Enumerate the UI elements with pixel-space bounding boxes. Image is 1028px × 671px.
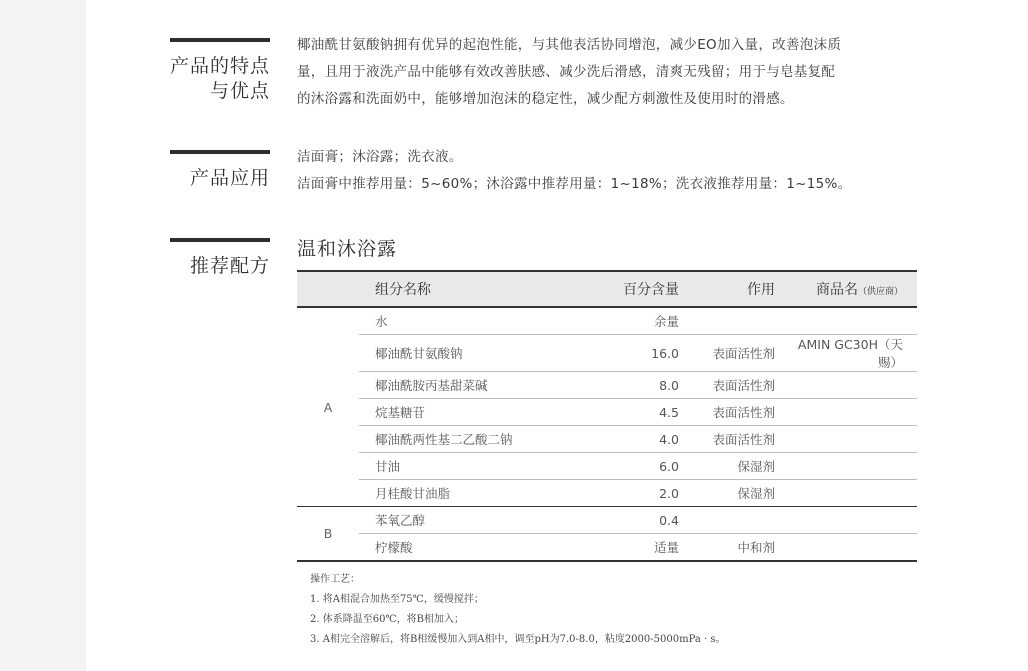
ingredient-function: 表面活性剂: [685, 372, 781, 399]
header-brand-label: 商品名: [815, 282, 858, 298]
features-paragraph: [297, 32, 937, 113]
table-row: [297, 534, 917, 562]
header-function: 作用: [685, 271, 781, 307]
section-divider-application: [170, 150, 270, 154]
ingredient-percent: 6.0: [581, 453, 685, 480]
section-title-features: [146, 54, 270, 104]
ingredient-function: 保湿剂: [685, 480, 781, 507]
table-row: [297, 507, 917, 534]
features-line: 的沐浴露和洗面奶中，能够增加泡沫的稳定性，减少配方刺激性及使用时的滑感。: [297, 91, 794, 107]
ingredient-brand: AMIN GC30H（天赐）: [781, 335, 917, 372]
table-row: [297, 480, 917, 507]
header-supplier-label: （供应商）: [857, 287, 903, 297]
ingredient-function: 表面活性剂: [685, 399, 781, 426]
application-line: 洁面膏中推荐用量：5~60%；沐浴露中推荐用量：1~18%；洗衣液推荐用量：1~15%。: [297, 176, 852, 192]
ingredient-percent: 4.5: [581, 399, 685, 426]
ingredient-name: 椰油酰胺丙基甜菜碱: [359, 372, 581, 399]
ingredient-function: [685, 307, 781, 335]
table-row: [297, 426, 917, 453]
features-line: 量，且用于液洗产品中能够有效改善肤感、减少洗后滑感，清爽无残留；用于与皂基复配: [297, 64, 836, 80]
ingredient-percent: 适量: [581, 534, 685, 562]
ingredient-percent: 0.4: [581, 507, 685, 534]
ingredient-name: 水: [359, 307, 581, 335]
header-phase: [297, 271, 359, 307]
ingredient-name: 月桂酸甘油脂: [359, 480, 581, 507]
ingredient-function: 中和剂: [685, 534, 781, 562]
process-step: 3. A相完全溶解后，将B相缓慢加入到A相中，调至pH为7.0-8.0，粘度2000-5000mPa · s。: [310, 634, 726, 645]
phase-a-label: A: [297, 307, 359, 507]
section-title-recipe: 推荐配方: [189, 255, 270, 277]
ingredient-name: 苯氧乙醇: [359, 507, 581, 534]
ingredient-name: 椰油酰甘氨酸钠: [359, 335, 581, 372]
process-step: 2. 体系降温至60℃，将B相加入；: [310, 614, 464, 625]
ingredient-function: 保湿剂: [685, 453, 781, 480]
document-page: [86, 0, 1028, 671]
ingredient-brand: [781, 399, 917, 426]
ingredient-brand: [781, 453, 917, 480]
ingredient-percent: 16.0: [581, 335, 685, 372]
ingredient-name: 柠檬酸: [359, 534, 581, 562]
ingredient-brand: [781, 426, 917, 453]
phase-b-label: B: [297, 507, 359, 562]
table-row: [297, 453, 917, 480]
header-percent: 百分含量: [581, 271, 685, 307]
ingredient-name: 椰油酰两性基二乙酸二钠: [359, 426, 581, 453]
section-title-application: 产品应用: [189, 167, 270, 189]
features-line: 椰油酰甘氨酸钠拥有优异的起泡性能，与其他表活协同增泡，减少EO加入量，改善泡沫质: [297, 37, 842, 53]
header-brand: [781, 271, 917, 307]
process-step: 1. 将A相混合加热至75℃，缓慢搅拌；: [310, 594, 484, 605]
ingredient-brand: [781, 372, 917, 399]
table-header-row: [297, 271, 917, 307]
ingredient-name: 烷基糖苷: [359, 399, 581, 426]
application-line: 洁面膏；沐浴露；洗衣液。: [297, 149, 463, 165]
section-divider-features: [170, 38, 270, 42]
section-title-features-line1: 产品的特点: [169, 55, 270, 77]
ingredient-percent: 4.0: [581, 426, 685, 453]
header-name: 组分名称: [359, 271, 581, 307]
ingredient-percent: 余量: [581, 307, 685, 335]
process-title: 操作工艺：: [310, 574, 360, 585]
table-row: [297, 307, 917, 335]
ingredient-brand: [781, 507, 917, 534]
formula-table: [297, 270, 917, 562]
ingredient-brand: [781, 534, 917, 562]
section-divider-recipe: [170, 238, 270, 242]
process-notes: [310, 570, 726, 650]
table-row: [297, 399, 917, 426]
application-paragraph: [297, 144, 937, 198]
ingredient-brand: [781, 307, 917, 335]
ingredient-name: 甘油: [359, 453, 581, 480]
ingredient-percent: 2.0: [581, 480, 685, 507]
ingredient-brand: [781, 480, 917, 507]
ingredient-percent: 8.0: [581, 372, 685, 399]
ingredient-function: 表面活性剂: [685, 335, 781, 372]
ingredient-function: [685, 507, 781, 534]
ingredient-function: 表面活性剂: [685, 426, 781, 453]
table-row: [297, 372, 917, 399]
table-row: [297, 335, 917, 372]
recipe-name: 温和沐浴露: [297, 238, 398, 260]
section-title-features-line2: 与优点: [209, 80, 270, 102]
